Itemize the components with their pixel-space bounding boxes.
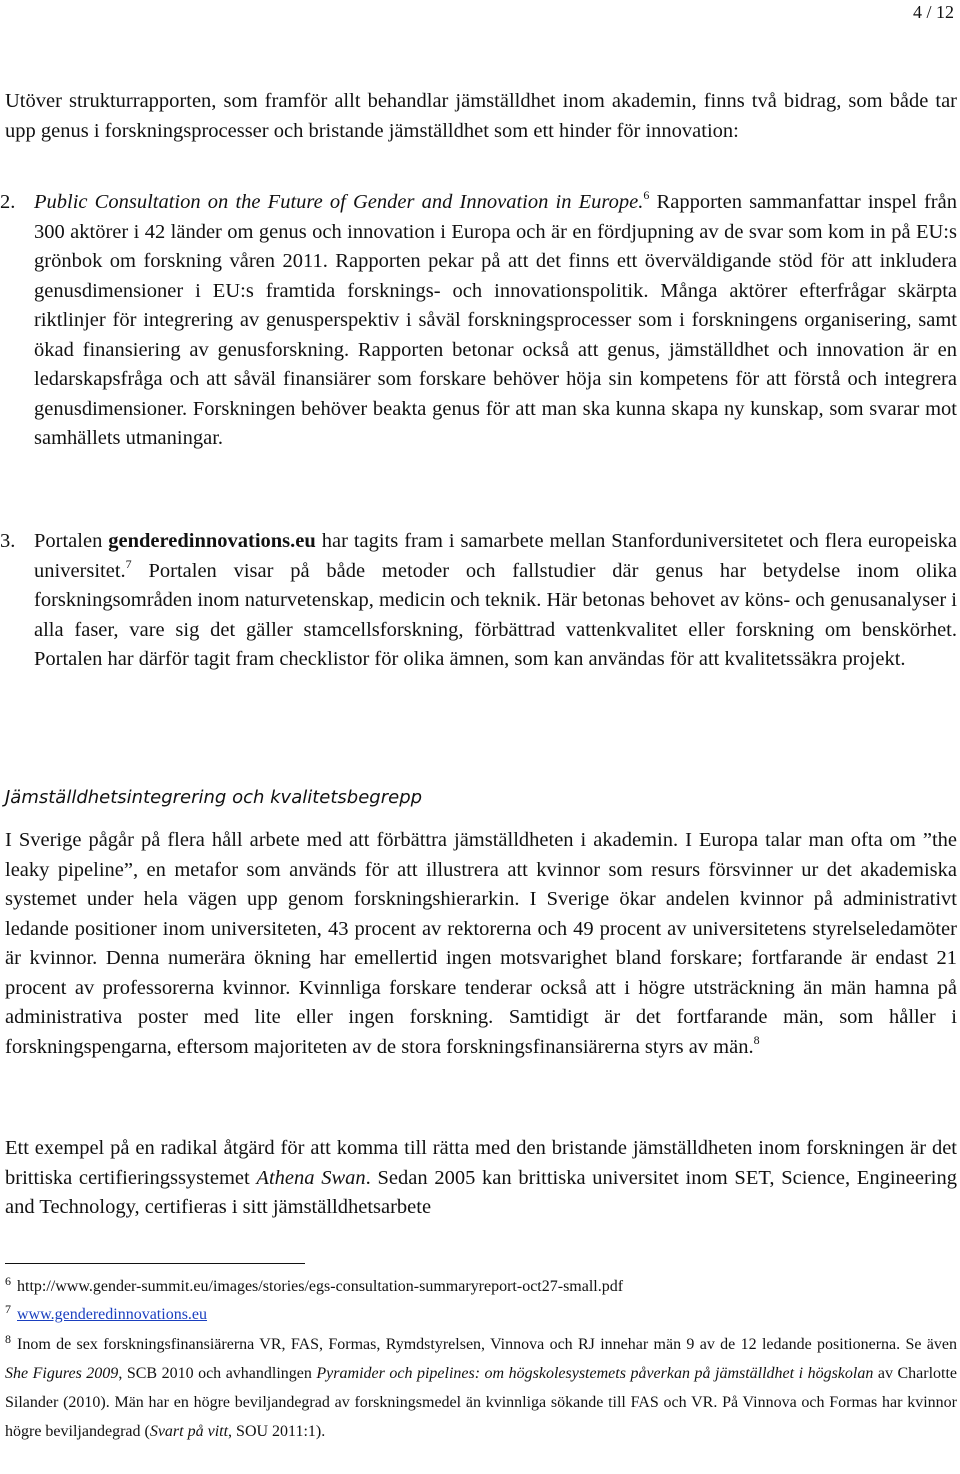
portal-name: genderedinnovations.eu	[108, 530, 316, 552]
footnote-title-thesis: Pyramider och pipelines: om högskolesystemets påverkan på jämställdhet i högskolan	[316, 1365, 874, 1382]
footnote-url: http://www.gender-summit.eu/images/stories/egs-consultation-summaryreport-oct27-small.pdf	[17, 1278, 624, 1295]
footnote-title-sou: Svart på vitt	[149, 1423, 229, 1440]
footnote-text: , SCB 2010 och avhandlingen	[118, 1365, 317, 1382]
list-text: Rapporten sammanfattar inspel från 300 aktörer i 42 länder om genus och innovation i Europa och är en fördjupning av de svar som kom in på EU:s grönbok om forskning våren 2011. Rapporten pekar på att det finns ett överväldigande stöd för att inkludera genusdimensioner i EU:s framtida forsknings- och innovationspolitik. Många aktörer efterfrågar skärpta riktlinjer för integrering av genusperspektiv i såväl forskningsprocesser som i forskningens organisering, samt ökad finansiering av genusforskning. Rapporten betonar också att genus, jämställdhet och innovation är en ledarskapsfråga och att såväl finansiärer som forskare behöver höja sin kompetens för att förstå och integrera genusdimensioner. Forskningen behöver beakta genus för att man ska kunna skapa ny kunskap, som svarar mot samhällets utmaningar.	[34, 191, 957, 449]
footnote-text: av Charlotte Silander (2010). Män har en högre beviljandegrad av forskningsmedel än kvinnliga sökande till FAS och VR. På Vinnova och Formas har kvinnor högre beviljandegrad (	[5, 1365, 958, 1440]
paragraph-text-pre: Ett exempel på en radikal åtgärd för att komma till rätta med den bristande jämställdheten inom forskningen är det brittiska certifieringssystemet	[5, 1137, 957, 1189]
list-item-3	[0, 527, 957, 675]
footnote-ref-8: 8	[753, 1032, 760, 1047]
footnote-text: Inom de sex forskningsfinansiärerna VR, FAS, Formas, Rymdstyrelsen, Vinnova och RJ innehar män 9 av de 12 ledande positionerna. Se även	[17, 1336, 957, 1353]
list-number: 3.	[0, 530, 16, 552]
paragraph-text-post: . Sedan 2005 kan brittiska universitet inom SET, Science, Engineering and Technology, certifieras i sitt jämställdhetsarbete	[5, 1166, 957, 1218]
list-body	[34, 188, 957, 454]
body-paragraph-1	[5, 826, 957, 1062]
section-heading: Jämställdhetsintegrering och kvalitetsbegrepp	[5, 787, 423, 808]
list-text-mid: har tagits fram i samarbete mellan Stanforduniversitetet och flera europeiska universitet.	[34, 530, 957, 582]
list-number: 2.	[0, 191, 16, 213]
list-text: Portalen visar på både metoder och fallstudier där genus har betydelse inom olika forskningsområden inom naturvetenskap, medicin och teknik. Här betonas behovet av köns- och genusanalyser i alla faser, vare sig det gäller stamcellsforskning, förbättrad vattenkvalitet eller forskning om benskörhet. Portalen har därför tagit fram checklistor för olika ämnen, som kan användas för att kvalitetssäkra projekt.	[34, 559, 957, 670]
footnote-mark: 7	[5, 1302, 11, 1316]
report-title: Public Consultation on the Future of Gender and Innovation in Europe.	[34, 191, 644, 213]
athena-swan-term: Athena Swan	[256, 1166, 366, 1189]
list-item-2	[0, 188, 957, 454]
paragraph-text: I Sverige pågår på flera håll arbete med att förbättra jämställdheten i akademin. I Europa talar man ofta om ”the leaky pipeline”, en metafor som används för att illustrera att kvinnor som resurs försvinner ur det akademiska systemet under hela vägen upp genom forskningshierarkin. I Sverige ökar andelen kvinnor på administrativt ledande positioner inom universiteten, 43 procent av rektorerna och 49 procent av universitetens styrelseledamöter är kvinnor. Denna numerära ökning har emellertid ingen motsvarighet bland forskare; fortfarande är endast 21 procent av professorerna kvinnor. Kvinnliga forskare tenderar också att i högre utsträckning än män hamna på administrativa poster med lite eller ingen forskning. Samtidigt är det fortfarande män, som håller i forskningspengarna, eftersom majoriteten av de stora forskningsfinansiärerna styrs av män.	[5, 829, 957, 1058]
footnote-link[interactable]: www.genderedinnovations.eu	[17, 1306, 208, 1323]
list-body	[34, 527, 957, 675]
footnote-8	[5, 1330, 957, 1446]
footnote-divider	[5, 1263, 305, 1264]
list-text-pre: Portalen	[34, 530, 109, 552]
body-paragraph-2	[5, 1134, 957, 1223]
footnote-title-she-figures: She Figures 2009	[5, 1365, 119, 1382]
footnote-mark: 6	[5, 1274, 11, 1288]
footnote-6	[5, 1272, 957, 1301]
footnote-mark: 8	[5, 1332, 11, 1346]
page-number: 4 / 12	[912, 2, 954, 22]
footnote-ref-6: 6	[643, 188, 650, 202]
footnote-ref-7: 7	[125, 556, 132, 571]
footnote-text: , SOU 2011:1).	[228, 1423, 326, 1440]
footnote-7	[5, 1300, 957, 1329]
intro-paragraph: Utöver strukturrapporten, som framför allt behandlar jämställdhet inom akademin, finns två bidrag, som både tar upp genus i forskningsprocesser och bristande jämställdhet som ett hinder för innovation:	[5, 90, 957, 142]
